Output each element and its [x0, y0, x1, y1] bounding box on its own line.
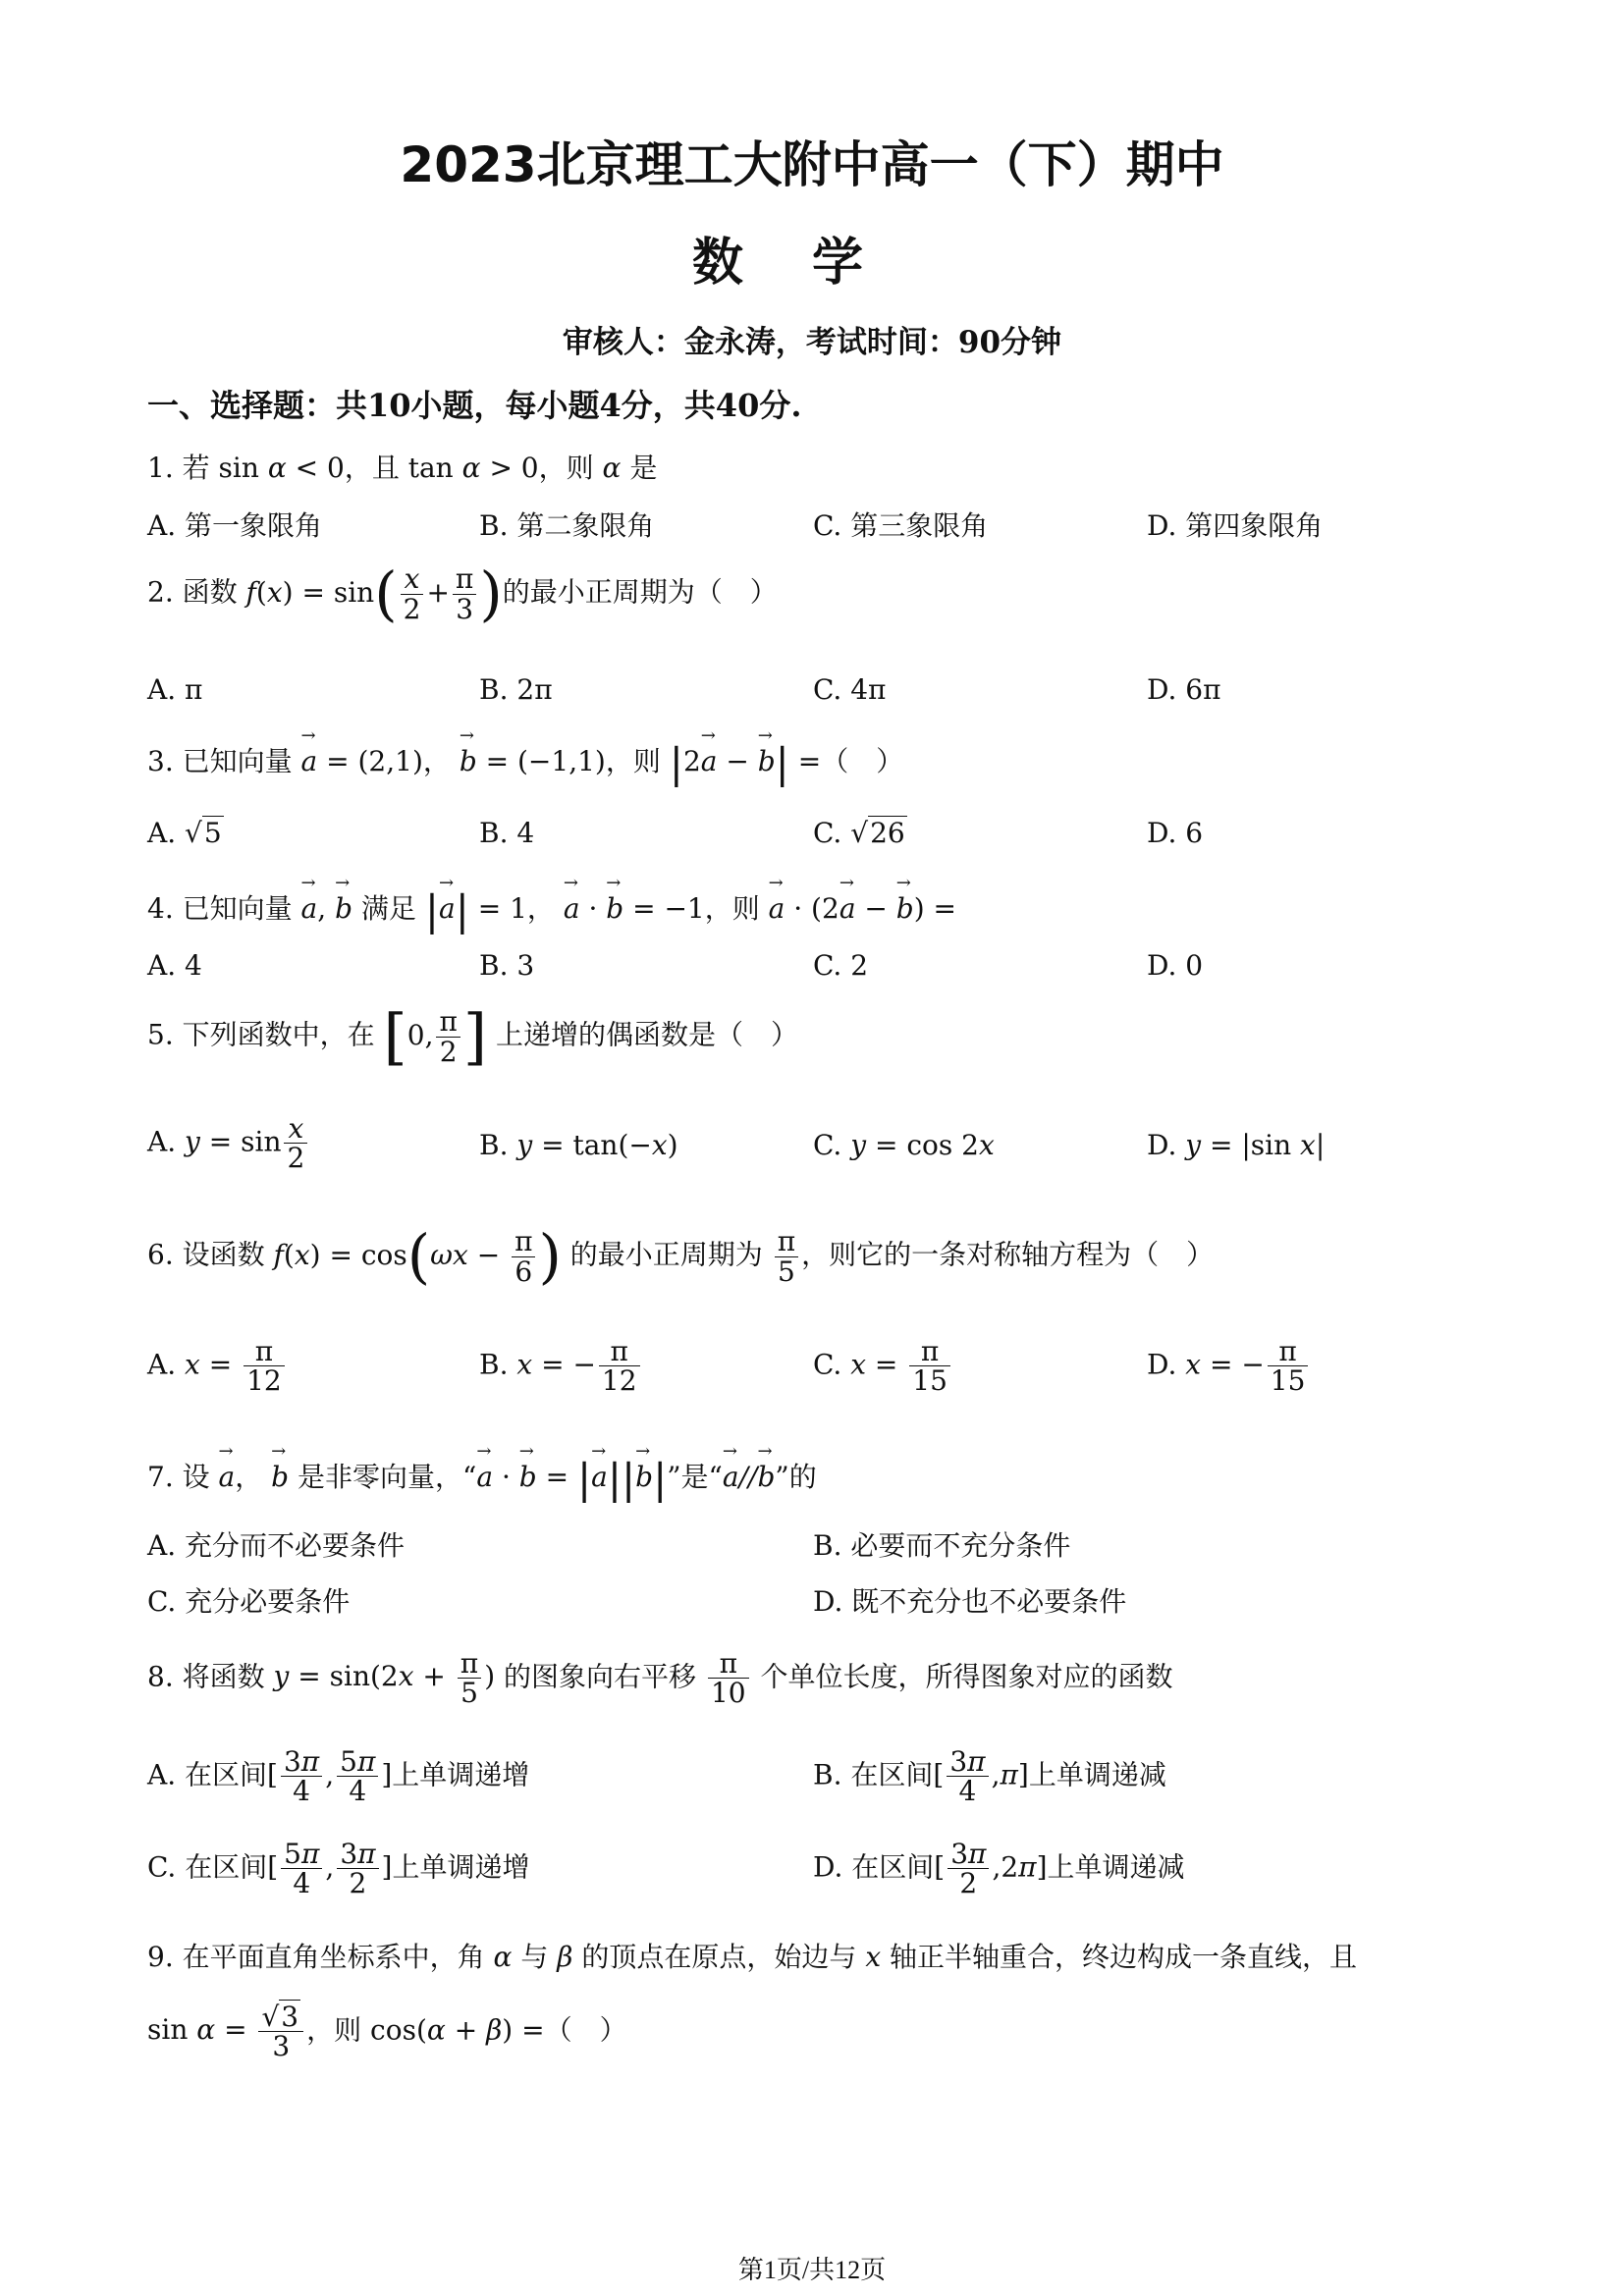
question-9: 9. 在平面直角坐标系中，角 α 与 β 的顶点在原点，始边与 x 轴正半轴重合，终边构成一条直线，且 [147, 1941, 1358, 1973]
q5-option-d[interactable]: D. y = |sin x| [1147, 1129, 1326, 1161]
question-3: 3. 已知向量 → a = (2,1)， → b = (−1,1)，则 |2→ a − → b| =（ ） [147, 739, 903, 787]
q3-option-a[interactable]: A. √5 [147, 817, 222, 849]
q1-option-a[interactable]: A. 第一象限角 [147, 509, 323, 542]
question-7: 7. 设 → a， → b 是非零向量，“→ a · → b = |→ a||→ b|”是“→ a//→ b”的 [147, 1455, 817, 1503]
q4-option-a[interactable]: A. 4 [147, 949, 202, 982]
q7-option-b[interactable]: B. 必要而不充分条件 [813, 1529, 1071, 1562]
q5-option-b[interactable]: B. y = tan(−x) [479, 1129, 678, 1161]
q2-option-a[interactable]: A. π [147, 673, 203, 706]
q1-formula-2: tan α > 0 [407, 452, 539, 484]
q8-formula: y = sin(2x + $\frac{\pi}{5}$ ) [273, 1647, 496, 1710]
q1-stem: 若 [182, 452, 210, 484]
question-2: 2. 函数 f(x) = sin( $\frac{x}{2}$ + $\frac{\pi}{3}$ )的最小正周期为（ ） [147, 560, 778, 628]
q1-number: 1. [147, 452, 174, 484]
q6-option-b[interactable]: B. x = − $\frac{\pi}{12}$ [479, 1337, 643, 1396]
q6-option-d[interactable]: D. x = − $\frac{\pi}{15}$ [1147, 1337, 1311, 1396]
q1-option-d[interactable]: D. 第四象限角 [1147, 509, 1324, 542]
q7-option-d[interactable]: D. 既不充分也不必要条件 [813, 1585, 1127, 1618]
question-1: 1. 若 sin α < 0，且 tan α > 0，则 α 是 [147, 452, 658, 484]
q2-option-d[interactable]: D. 6π [1147, 673, 1221, 706]
q1-option-b[interactable]: B. 第二象限角 [479, 509, 655, 542]
section-heading: 一、选择题：共10小题，每小题4分，共40分. [147, 387, 802, 424]
q2-option-c[interactable]: C. 4π [813, 673, 887, 706]
q7-option-a[interactable]: A. 充分而不必要条件 [147, 1529, 406, 1562]
q6-formula: f(x) = cos(ωx − $\frac{\pi}{6}$ ) [273, 1222, 562, 1291]
question-8: 8. 将函数 y = sin(2x + $\frac{\pi}{5}$ ) 的图象向右平移 $\frac{\pi}{10}$ 个单位长度，所得图象对应的函数 [147, 1647, 1173, 1710]
question-9-line-2: sin α = $\frac{√3}{3}$ ，则 cos(α + β) =（ ） [147, 2001, 627, 2063]
exam-title: 2023北京理工大附中高一（下）期中 [400, 136, 1224, 193]
q7-option-c[interactable]: C. 充分必要条件 [147, 1585, 351, 1618]
q6-option-a[interactable]: A. x = $\frac{\pi}{12}$ [147, 1337, 288, 1396]
q3-formula: → a = (2,1) [301, 745, 423, 777]
q3-option-c[interactable]: C. √26 [813, 817, 905, 849]
q8-option-c[interactable]: C. 在区间[ $\frac{5\pi}{4}$ , $\frac{3\pi}{2}$ ]上单调递增 [147, 1838, 530, 1900]
exam-subject: 数学 [691, 234, 932, 293]
q8-option-b[interactable]: B. 在区间[ $\frac{3\pi}{4}$ ,π]上单调递减 [813, 1745, 1166, 1808]
q8-option-d[interactable]: D. 在区间[ $\frac{3\pi}{2}$ ,2π]上单调递减 [813, 1838, 1185, 1900]
q6-option-c[interactable]: C. x = $\frac{\pi}{15}$ [813, 1337, 953, 1396]
q5-interval: [0, $\frac{\pi}{2}$ ] [383, 1000, 488, 1072]
q3-option-b[interactable]: B. 4 [479, 817, 535, 849]
question-4: 4. 已知向量 → a, → b 满足 |→ a| = 1， → a · → b = −1，则 → a · (2→ a − → b) = [147, 886, 956, 934]
q1-option-c[interactable]: C. 第三象限角 [813, 509, 989, 542]
question-5: 5. 下列函数中，在 [0, $\frac{\pi}{2}$ ] 上递增的偶函数是（ ） [147, 1000, 798, 1072]
q8-option-a[interactable]: A. 在区间[ $\frac{3\pi}{4}$ , $\frac{5\pi}{4}$ ]上单调递增 [147, 1745, 530, 1808]
q4-option-b[interactable]: B. 3 [479, 949, 535, 982]
q4-option-c[interactable]: C. 2 [813, 949, 869, 982]
exam-meta: 审核人：金永涛，考试时间：90分钟 [562, 325, 1062, 360]
q4-option-d[interactable]: D. 0 [1147, 949, 1204, 982]
q1-formula: sin α < 0 [218, 452, 345, 484]
q3-option-d[interactable]: D. 6 [1147, 817, 1204, 849]
q5-option-a[interactable]: A. y = sin $\frac{x}{2}$ [147, 1114, 310, 1173]
q5-option-c[interactable]: C. y = cos 2x [813, 1129, 995, 1161]
q2-option-b[interactable]: B. 2π [479, 673, 553, 706]
question-6: 6. 设函数 f(x) = cos(ωx − $\frac{\pi}{6}$ ) 的最小正周期为 $\frac{\pi}{5}$ ，则它的一条对称轴方程为（ ） [147, 1222, 1215, 1291]
q2-formula: f(x) = sin( $\frac{x}{2}$ + $\frac{\pi}{3}$ ) [245, 560, 503, 628]
page-footer: 第1页/共12页 [737, 2256, 887, 2284]
